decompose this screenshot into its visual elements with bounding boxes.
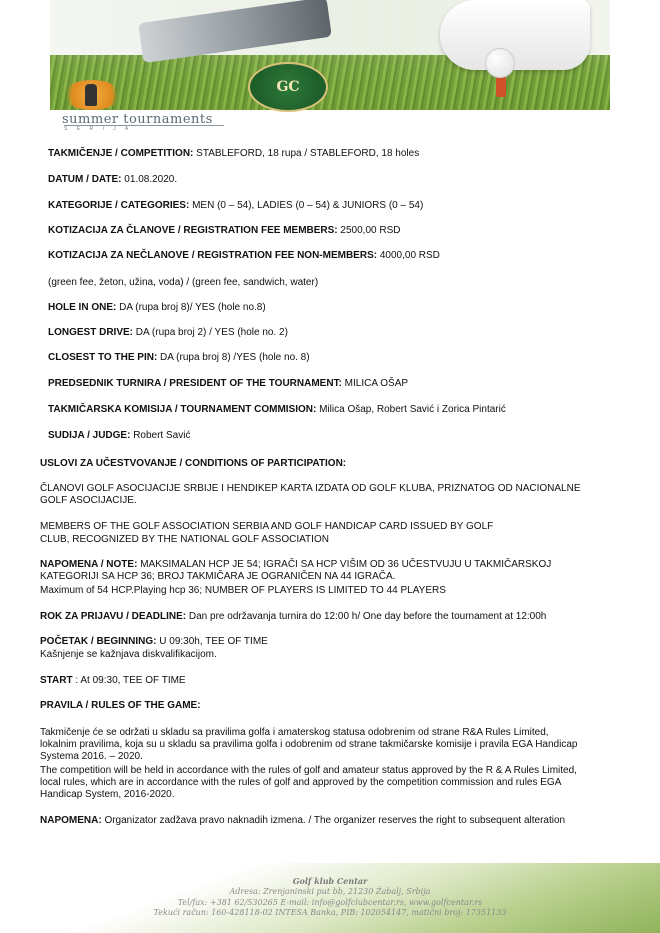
rules-en: The competition will be held in accordance with the rules of golf and amateur status approved by the R & A Rules Limited, local rules, which are in accordance with the rules of golf and approved by the competition commission and rules EGA Handicap System, 2016-2020. [40, 765, 577, 800]
final-note-value: Organizator zadžava pravo naknadih izmena. / The organizer reserves the right to subsequent alteration [101, 815, 566, 826]
competition-label: TAKMIČENJE / COMPETITION: [48, 148, 194, 159]
start-line [40, 675, 186, 687]
commision-value: Milica Ošap, Robert Savić i Zorica Pintarić [316, 404, 506, 415]
golf-tee-image [496, 75, 506, 97]
longest-drive-label: LONGEST DRIVE: [48, 327, 134, 338]
golfer-silhouette-icon [85, 84, 97, 106]
footer-address: Adresa: Zrenjaninski put bb, 21230 Žabalj, Srbija [229, 887, 431, 896]
fee-members-label: KOTIZACIJA ZA ČLANOVE / REGISTRATION FEE MEMBERS: [48, 225, 338, 236]
competition-line [48, 148, 419, 160]
note-label: NAPOMENA / NOTE: [40, 559, 138, 570]
categories-line [48, 200, 423, 212]
fee-members-value: 2500,00 RSD [337, 225, 401, 236]
judge-line [48, 430, 190, 442]
deadline-value: Dan pre održavanja turnira do 12:00 h/ One day before the tournament at 12:00h [186, 611, 547, 622]
date-label: DATUM / DATE: [48, 174, 122, 185]
president-label: PREDSEDNIK TURNIRA / PRESIDENT OF THE TOURNAMENT: [48, 378, 342, 389]
beginning-value: U 09:30h, TEE OF TIME [156, 636, 268, 647]
fee-non-members-line [48, 250, 440, 262]
start-label: START [40, 675, 73, 686]
final-note-line [40, 815, 565, 827]
closest-to-pin-line [48, 352, 310, 364]
fee-non-members-label: KOTIZACIJA ZA NEČLANOVE / REGISTRATION FEE NON-MEMBERS: [48, 250, 378, 261]
judge-label: SUDIJA / JUDGE: [48, 430, 131, 441]
commision-label: TAKMIČARSKA KOMISIJA / TOURNAMENT COMMISION: [48, 404, 317, 415]
fee-non-members-value: 4000,00 RSD [377, 250, 440, 261]
note-value-sr: MAKSIMALAN HCP JE 54; IGRAČI SA HCP VIŠIM OD 36 UČESTVUJU U TAKMIČARSKOJ KATEGORIJI SA HCP 36; BROJ TAKMIČARA JE OGRANIČEN NA 44 IGRAČA. [40, 559, 552, 582]
hole-in-one-value: DA (rupa broj 8)/ YES (hole no.8) [116, 302, 266, 313]
president-value: MILICA OŠAP [341, 378, 409, 389]
hole-in-one-label: HOLE IN ONE: [48, 302, 117, 313]
conditions-en-2: CLUB, RECOGNIZED BY THE NATIONAL GOLF ASSOCIATION [40, 534, 329, 545]
beginning-label: POČETAK / BEGINNING: [40, 636, 157, 647]
conditions-heading [40, 458, 346, 470]
rules-heading-text: PRAVILA / RULES OF THE GAME: [40, 700, 201, 711]
president-line [48, 378, 408, 390]
rules-heading [40, 700, 201, 712]
commision-line [48, 404, 506, 416]
glove-image [440, 0, 590, 70]
footer-contact: Tel/fax: +381 62/530265 E-mail: info@golfclubcentar.rs, www.golfcentar.rs [177, 898, 483, 907]
closest-to-pin-label: CLOSEST TO THE PIN: [48, 352, 158, 363]
conditions-sr: ČLANOVI GOLF ASOCIJACIJE SRBIJE I HENDIKEP KARTA IZDATA OD GOLF KLUBA, PRIZNATOG OD NACIONALNE GOLF ASOCIJACIJE. [40, 483, 581, 506]
longest-drive-value: DA (rupa broj 2) / YES (hole no. 2) [133, 327, 288, 338]
closest-to-pin-value: DA (rupa broj 8) /YES (hole no. 8) [157, 352, 310, 363]
hole-in-one-line [48, 302, 266, 314]
date-line [48, 174, 177, 186]
rules-sr: Takmičenje će se održati u skladu sa pravilima golfa i amaterskog statusa odobrenim od strane R&A Rules Limited, lokalnim pravilima, koja su u skladu sa pravilima golfa i odobrenim od strane takmičarske komisije i pravila EGA Handicap Systema 2016. – 2020. [40, 727, 578, 762]
footer-bank: Tekući račun: 160-428118-02 INTESA Banka, PIB: 102054147, matični broj: 17351133 [153, 908, 507, 917]
fee-includes-line: (green fee, žeton, užina, voda) / (green fee, sandwich, water) [48, 277, 319, 288]
summer-tournaments-logo: summer tournaments [62, 112, 213, 127]
seal-text: GC [276, 79, 300, 95]
fee-members-line [48, 225, 400, 237]
start-value: : At 09:30, TEE OF TIME [72, 675, 186, 686]
deadline-label: ROK ZA PRIJAVU / DEADLINE: [40, 611, 187, 622]
golf-ball-image [485, 48, 515, 78]
deadline-line [40, 611, 546, 623]
longest-drive-line [48, 327, 288, 339]
competition-value: STABLEFORD, 18 rupa / STABLEFORD, 18 holes [193, 148, 420, 159]
header-banner [50, 0, 610, 110]
date-value: 01.08.2020. [121, 174, 178, 185]
final-note-label: NAPOMENA: [40, 815, 102, 826]
footer-club-name: Golf klub Centar [292, 876, 368, 886]
note-block [40, 559, 585, 583]
categories-value: MEN (0 – 54), LADIES (0 – 54) & JUNIORS (0 – 54) [189, 200, 424, 211]
note-value-en: Maximum of 54 HCP.Playing hcp 36; NUMBER OF PLAYERS IS LIMITED TO 44 PLAYERS [40, 585, 446, 596]
categories-label: KATEGORIJE / CATEGORIES: [48, 200, 190, 211]
beginning-note: Kašnjenje se kažnjava diskvalifikacijom. [40, 649, 217, 660]
conditions-heading-text: USLOVI ZA UČESTVOVANJE / CONDITIONS OF PARTICIPATION: [40, 458, 347, 469]
beginning-line [40, 636, 268, 648]
club-seal-logo [248, 62, 328, 112]
summer-tournaments-subtitle: S E R I J A [64, 125, 224, 130]
judge-value: Robert Savić [130, 430, 191, 441]
conditions-en-1: MEMBERS OF THE GOLF ASSOCIATION SERBIA AND GOLF HANDICAP CARD ISSUED BY GOLF [40, 521, 494, 532]
